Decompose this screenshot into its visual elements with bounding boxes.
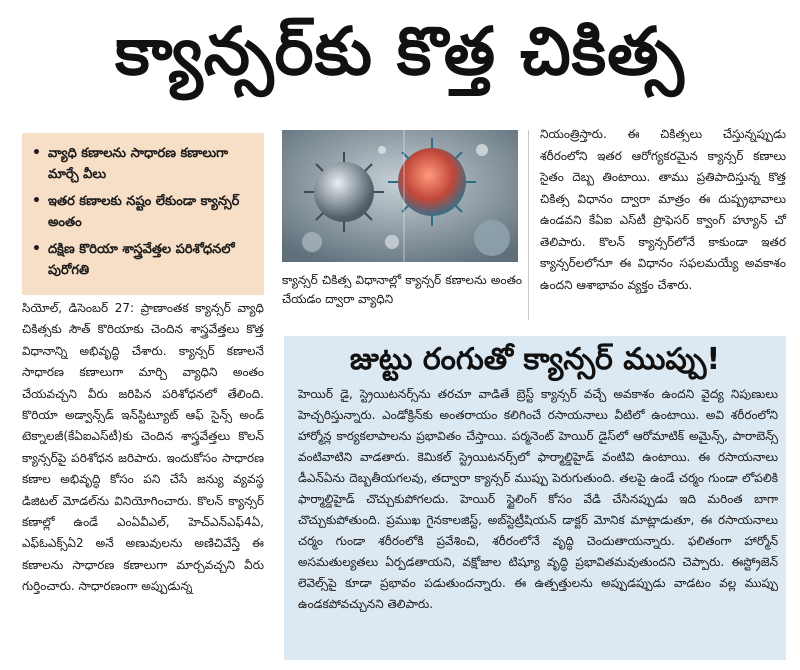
column-divider bbox=[528, 130, 529, 320]
highlight-item bbox=[32, 143, 256, 185]
hair-dye-sidebar-box bbox=[284, 336, 786, 660]
cancer-cell-photo bbox=[282, 130, 518, 262]
headline: క్యాన్సర్‌కు కొత్త చికిత్స bbox=[115, 12, 685, 90]
photo-caption: క్యాన్సర్ చికిత్స విధానాల్లో క్యాన్సర్ కణాలను అంతం చేయడం ద్వారా వ్యాధిని bbox=[282, 273, 522, 306]
bullet-icon: • bbox=[32, 241, 41, 257]
main-article-text: సియోల్, డిసెంబర్ 27: ప్రాణాంతక క్యాన్సర్ వ్యాధి చికిత్సకు సౌత్ కొరియాకు చెందిన శాస్త్రవేత్తలు కొత్త విధానాన్ని అభివృద్ధి చేశారు. క్యాన్సర్ కణాలనే సాధారణ కణాలుగా మార్చి వ్యాధిని అంతం చేయవచ్చని వీరు జరిపిన పరిశోధనలో తేలింది. కొరియా అడ్వాన్స్‌డ్ ఇన్‌స్టిట్యూట్ ఆఫ్ సైన్స్ అండ్ టెక్నాలజీ(కేఏఐఎస్‌టీ)కు చెందిన శాస్త్రవేత్తలు కొలన్ క్యాన్సర్‌పై పరిశోధన జరిపారు. ఇందుకోసం సాధారణ కణాల అభివృద్ధి కోసం పని చేసే జన్యు వ్యవస్థ డిజిటల్ మోడల్‌ను వినియోగించారు. కొలన్ క్యాన్సర్ కణాల్లో ఉండే ఎంఏవీఎల్, హెచ్‌ఎన్‌ఎఫ్4ఏ, ఎఫ్ఓఎక్స్ఏ2 అనే అణువులను అణిచివేస్తే ఈ కణాలను సాధారణ కణాలుగా మార్చవచ్చని వీరు గుర్తించారు. సాధారణంగా అప్పుడున్న bbox=[22, 301, 264, 594]
highlight-text: వ్యాధి కణాలను సాధారణ కణాలుగా మార్చే వీలు bbox=[48, 146, 229, 182]
highlights-box bbox=[22, 133, 264, 295]
article-column-3: నియంత్రిస్తారు. ఈ చికిత్సలు చేస్తున్నప్పుడు శరీరంలోని ఇతర ఆరోగ్యకరమైన క్యాన్సర్ కణాలు సైతం దెబ్బ తింటాయి. తాము ప్రతిపాదిస్తున్న కొత్త చికిత్స విధానం ద్వారా మాత్రం ఈ దుష్ప్రభావాలు ఉండవని కేఏఐ ఎస్‌టీ ప్రొఫెసర్ క్వాంగ్ హ్యూన్ చో తెలిపారు. కొలన్ క్యాన్సర్‌లోనే కాకుండా ఇతర క్యాన్సర్‌లలోనూ ఈ విధానం సఫలమయ్యే అవకాశం ఉందని ఆశాభావం వ్యక్తం చేశారు. bbox=[540, 127, 786, 292]
highlight-text: దక్షిణ కొరియా శాస్త్రవేత్తల పరిశోధనలో పురోగతి bbox=[48, 242, 235, 278]
highlight-item bbox=[32, 239, 256, 281]
highlight-text: ఇతర కణాలకు నష్టం లేకుండా క్యాన్సర్ అంతం bbox=[48, 194, 240, 230]
bullet-icon: • bbox=[32, 145, 41, 161]
highlight-item bbox=[32, 191, 256, 233]
sidebar-title: జుట్టు రంగుతో క్యాన్సర్ ముప్పు! bbox=[349, 342, 721, 377]
sidebar-body: హెయిర్ డై, స్ట్రెయిటనర్స్‌ను తరచూ వాడితే బ్రెస్ట్ క్యాన్సర్ వచ్చే అవకాశం ఉందని వైద్య నిపుణులు హెచ్చరిస్తున్నారు. ఎండోక్రిన్‌కు అంతరాయం కలిగించే రసాయనాలు వీటిలో ఉంటాయి. అవి శరీరంలోని హార్మోన్ల కార్యకలాపాలను ప్రభావితం చేస్తాయి. పర్మనెంట్ హెయిర్ డైస్‌లో ఆరోమాటిక్ అమైన్స్, పారాబెన్స్ వంటివాటిని వాడతారు. కెమికల్ స్ట్రెయిటనర్స్‌లో ఫార్మాల్డిహైడ్ వంటివి ఉంటాయి. ఈ రసాయనాలు డీఎన్‌ఏను దెబ్బతీయగలవు, తద్వారా క్యాన్సర్ ముప్పు పెరుగుతుంది. తలపై ఉండే చర్మం గుండా లోపలికి ఫార్మాల్డిహైడ్ చొచ్చుకుపోగలదు. హెయిర్ స్టైలింగ్ కోసం వేడి చేసినప్పుడు ఇది మరింత బాగా చొచ్చుకుపోతుంది. ప్రముఖ గైనకాలజిస్ట్, అబ్‌స్టెట్రీషియన్ డాక్టర్ మోనిక మాట్లాడుతూ, ఈ రసాయనాలు చర్మం గుండా శరీరంలోకి ప్రవేశించి, శరీరంలోనే వృద్ధి చెందుతాయన్నారు. ఫలితంగా హార్మోన్ అసమతుల్యతలు ఏర్పడతాయని, వక్షోజాల టిష్యూ వృద్ధి ప్రభావితమవుతుందని చెప్పారు. ఈస్ట్రోజెన్ లెవెల్స్‌పై కూడా ప్రభావం పడుతుందన్నారు. ఈ ఉత్పత్తులను అప్పుడప్పుడు వాడటం వల్ల ముప్పు ఉండకపోవచ్చునని తెలిపారు. bbox=[298, 387, 778, 611]
bullet-icon: • bbox=[32, 193, 41, 209]
